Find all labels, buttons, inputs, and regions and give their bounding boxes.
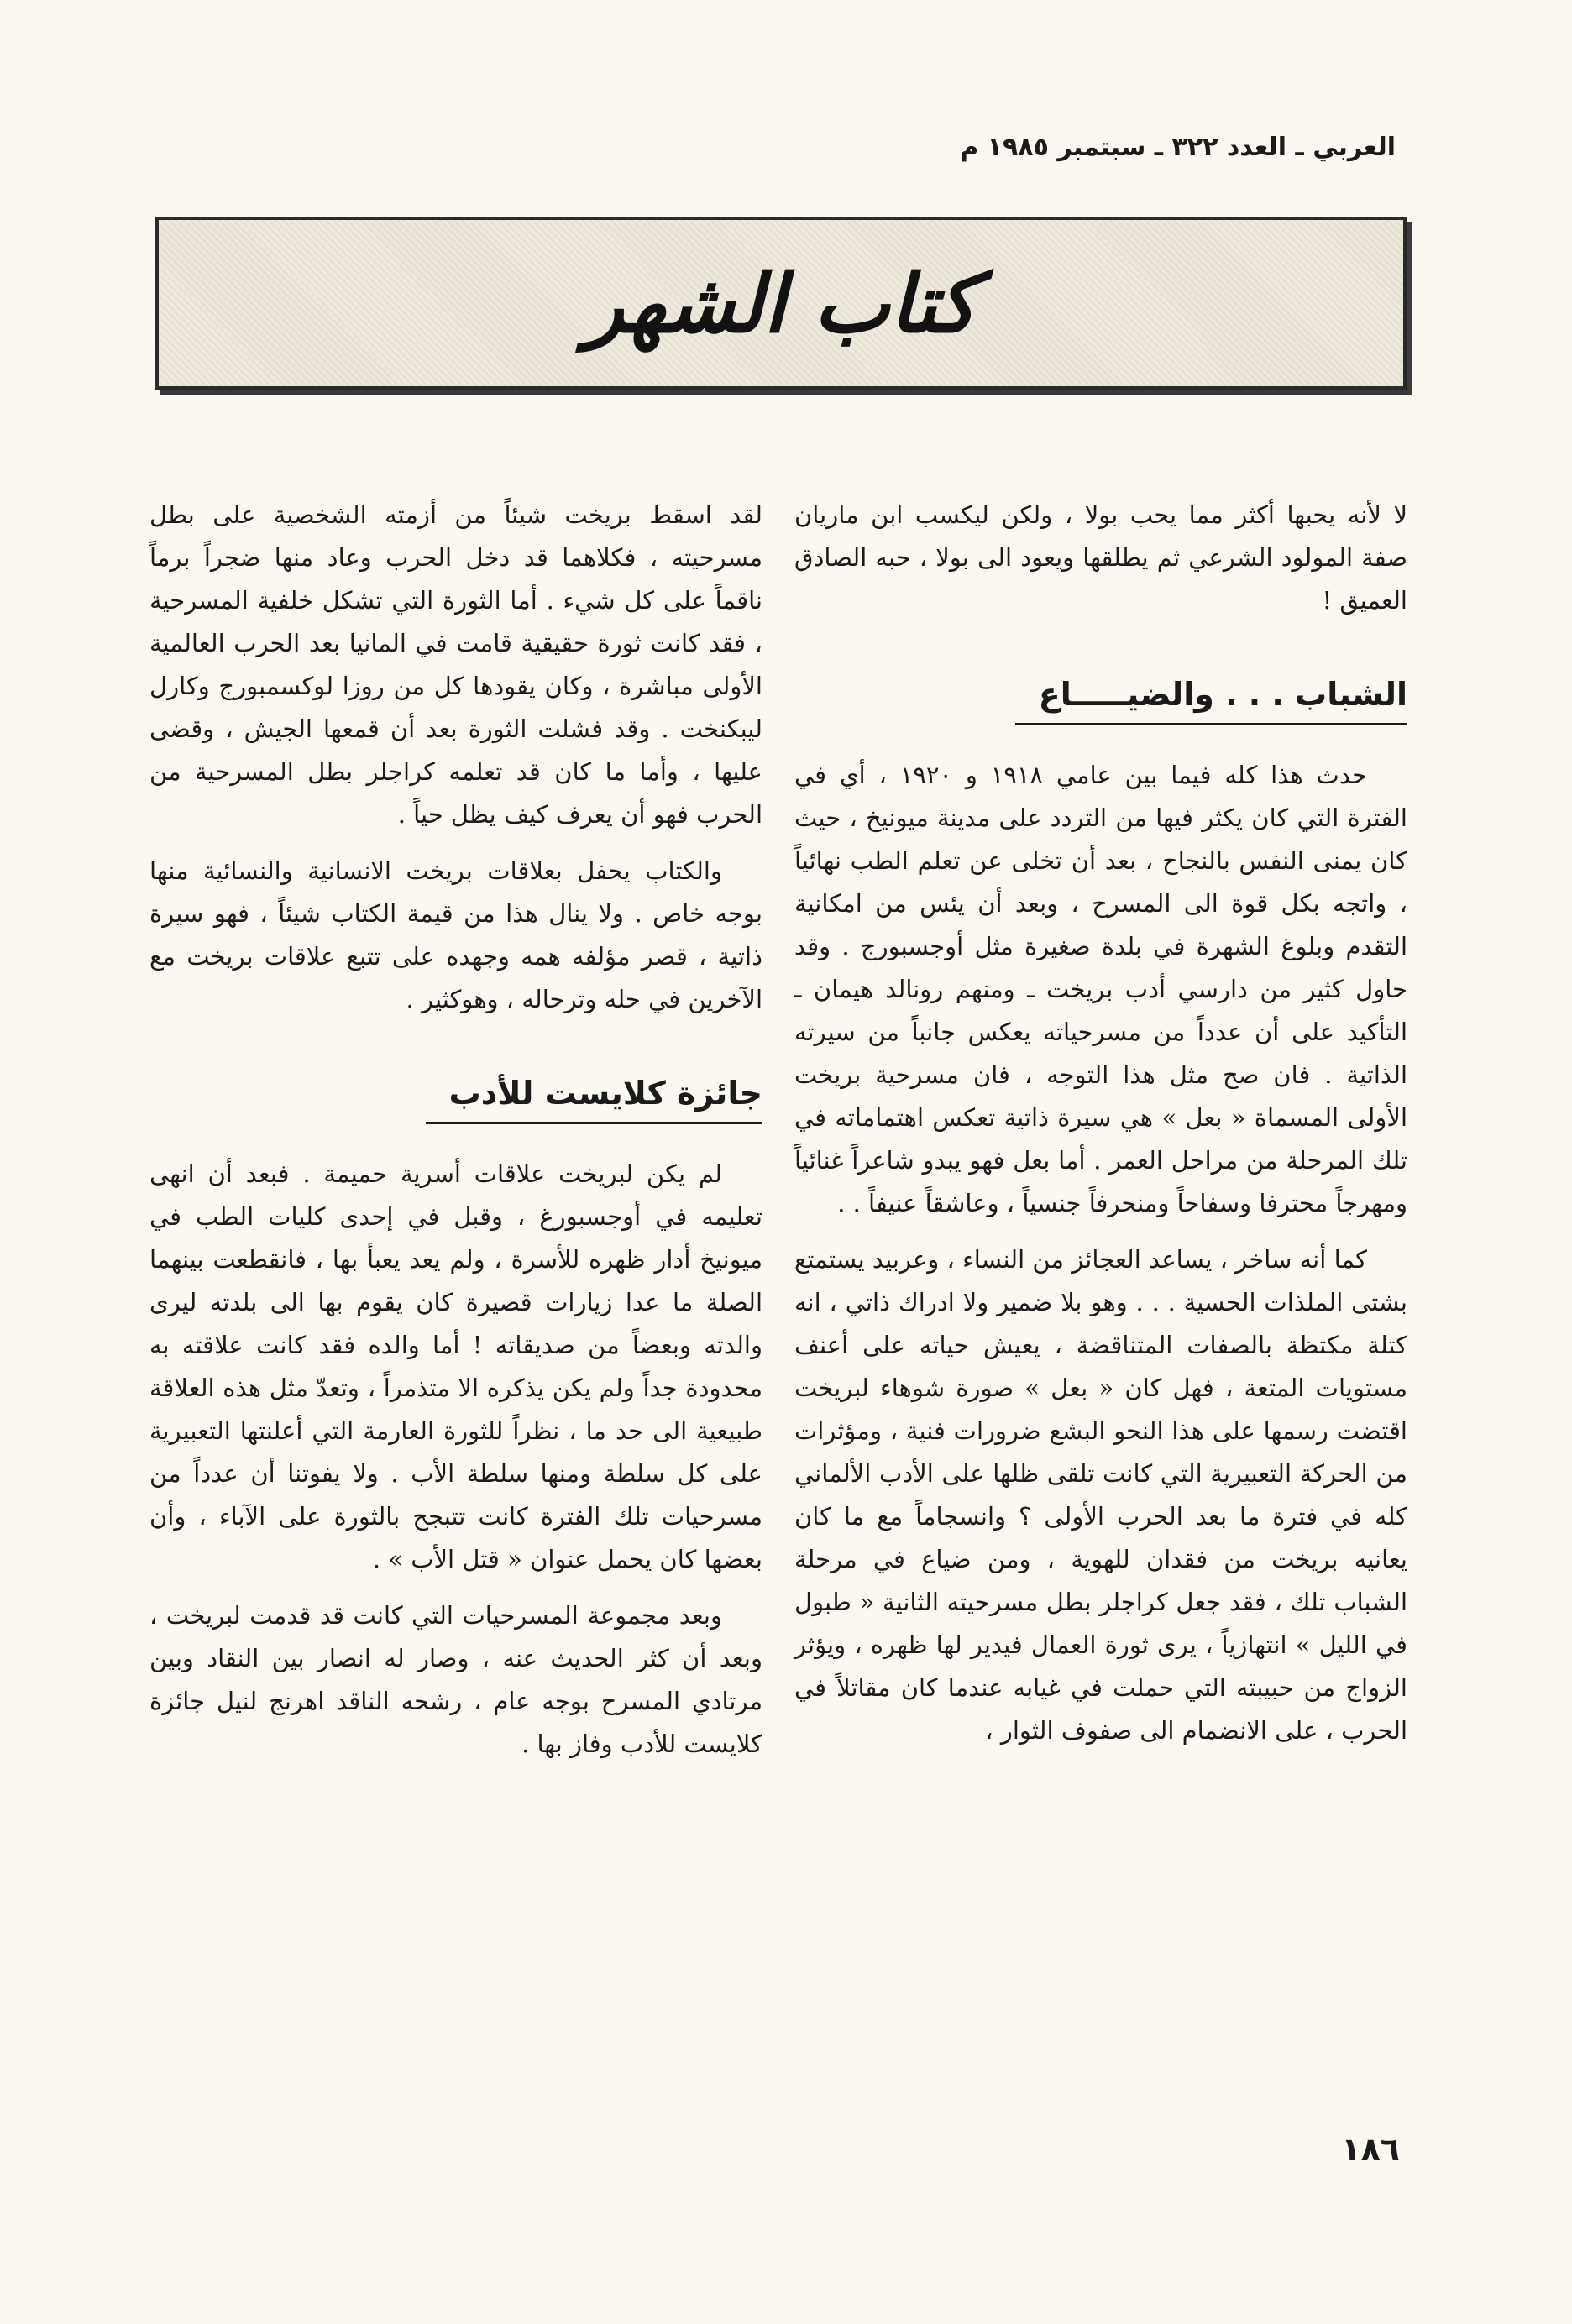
issue-line: العربي ـ العدد ٣٢٢ ـ سبتمبر ١٩٨٥ م <box>960 133 1396 162</box>
paragraph: لقد اسقط بريخت شيئاً من أزمته الشخصية على بطل مسرحيته ، فكلاهما قد دخل الحرب وعاد منها ضجراً برماً ناقماً على كل شيء . أما الثورة التي تشكل خلفية المسرحية ، فقد كانت ثورة حقيقية قامت في المانيا بعد الحرب العالمية الأولى مباشرة ، وكان يقودها كل من روزا لوكسمبورج وكارل ليبكنخت . وقد فشلت الثورة بعد أن قمعها الجيش ، وقضى عليها ، وأما ما كان قد تعلمه كراجلر بطل المسرحية من الحرب فهو أن يعرف كيف يظل حياً . <box>149 500 762 829</box>
subheading-youth: الشباب . . . والضيـــــاع <box>1015 669 1407 725</box>
paragraph: لم يكن لبريخت علاقات أسرية حميمة . فبعد أن انهى تعليمه في أوجسبورغ ، وقبل في إحدى كليات الطب في ميونيخ أدار ظهره للأسرة ، ولم يعد يعبأ بها ، فانقطعت بينهما الصلة ما عدا زيارات قصيرة كان يقوم بها الى بلدته ليرى والدته وبعضاً من صديقاته ! أما والده فقد كانت علاقته به محدودة جداً ولم يكن يذكره الا متذمراً ، وتعدّ مثل هذه العلاقة طبيعية الى حد ما ، نظراً للثورة العارمة التي أعلنتها التعبيرية على كل سلطة ومنها سلطة الأب . ولا يفوتنا أن عدداً من مسرحيات تلك الفترة كانت تتبجح بالثورة على الآباء ، وأن بعضها كان يحمل عنوان « قتل الأب » . <box>149 1159 762 1573</box>
section-title-banner <box>155 217 1407 390</box>
left-column <box>149 494 762 1779</box>
intro-paragraph: لا لأنه يحبها أكثر مما يحب بولا ، ولكن ليكسب ابن ماريان صفة المولود الشرعي ثم يطلقها ويعود الى بولا ، حبه الصادق العميق ! <box>794 500 1407 615</box>
subheading-kleist-prize: جائزة كلايست للأدب <box>426 1068 762 1124</box>
paragraph: حدث هذا كله فيما بين عامي ١٩١٨ و ١٩٢٠ ، أي في الفترة التي كان يكثر فيها من التردد على مدينة ميونيخ ، حيث كان يمنى النفس بالنجاح ، بعد أن تخلى عن تعلم الطب نهائياً ، واتجه بكل قوة الى المسرح ، وبعد أن يئس من امكانية التقدم وبلوغ الشهرة في بلدة صغيرة مثل أوجسبورج . وقد حاول كثير من دارسي أدب بريخت ـ ومنهم رونالد هيمان ـ التأكيد على أن عدداً من مسرحياته يعكس جانباً من سيرته الذاتية . فان صح مثل هذا التوجه ، فان مسرحية بريخت الأولى المسماة « بعل » هي سيرة ذاتية تعكس اهتماماته في تلك المرحلة من مراحل العمر . أما بعل فهو يبدو شاعراً غنائياً ومهرجاً محترفا وسفاحاً ومنحرفاً جنسياً ، وعاشقاً عنيفاً . . <box>794 761 1407 1217</box>
paragraph: وبعد مجموعة المسرحيات التي كانت قد قدمت لبريخت ، وبعد أن كثر الحديث عنه ، وصار له انصار بين النقاد وبين مرتادي المسرح بوجه عام ، رشحه الناقد اهرنج لنيل جائزة كلايست للأدب وفاز بها . <box>149 1601 762 1758</box>
paragraph: والكتاب يحفل بعلاقات بريخت الانسانية والنسائية منها بوجه خاص . ولا ينال هذا من قيمة الكتاب شيئاً ، فهو سيرة ذاتية ، قصر مؤلفه همه وجهده على تتبع علاقات بريخت مع الآخرين في حله وترحاله ، وهوكثير . <box>149 856 762 1013</box>
right-column <box>794 494 1407 1766</box>
paragraph: كما أنه ساخر ، يساعد العجائز من النساء ، وعربيد يستمتع بشتى الملذات الحسية . . . وهو بلا ضمير ولا ادراك ذاتي ، انه كتلة مكتظة بالصفات المتناقضة ، يعيش حياته على أعنف مستويات المتعة ، فهل كان « بعل » صورة شوهاء لبريخت اقتضت رسمها على هذا النحو البشع ضرورات فنية ، ومؤثرات من الحركة التعبيرية التي كانت تلقى ظلها على الأدب الألماني كله في فترة ما بعد الحرب الأولى ؟ وانسجاماً مع ما كان يعانيه بريخت من فقدان للهوية ، ومن ضياع في مرحلة الشباب تلك ، فقد جعل كراجلر بطل مسرحيته الثانية « طبول في الليل » انتهازياً ، يرى ثورة العمال فيدير لها ظهره ، ويؤثر الزواج من حبيبته التي حملت في غيابه عندما كان مقاتلاً في الحرب ، على الانضمام الى صفوف الثوار ، <box>794 1245 1407 1745</box>
section-title: كتاب الشهر <box>584 255 977 351</box>
page-number: ١٨٦ <box>1341 2131 1400 2168</box>
